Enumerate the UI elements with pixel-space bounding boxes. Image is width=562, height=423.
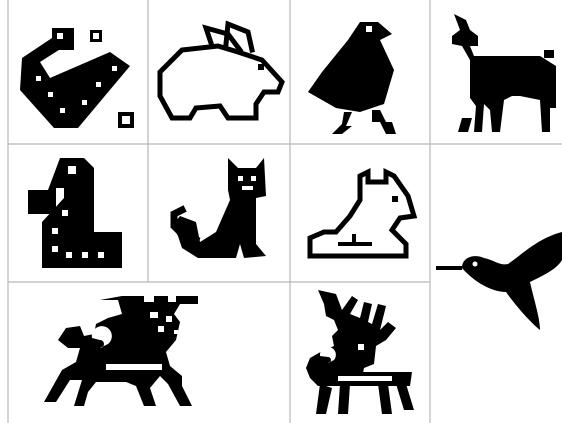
snake-icon (28, 158, 122, 268)
cat-icon (172, 158, 266, 258)
deer-icon (306, 290, 414, 414)
fox-icon (310, 172, 414, 256)
llama-icon (452, 14, 556, 132)
bull-icon (44, 296, 198, 406)
snake-coiled-icon (20, 28, 134, 128)
rabbit-icon (160, 24, 282, 118)
hummingbird-icon (436, 232, 562, 330)
bird-icon (308, 22, 396, 134)
